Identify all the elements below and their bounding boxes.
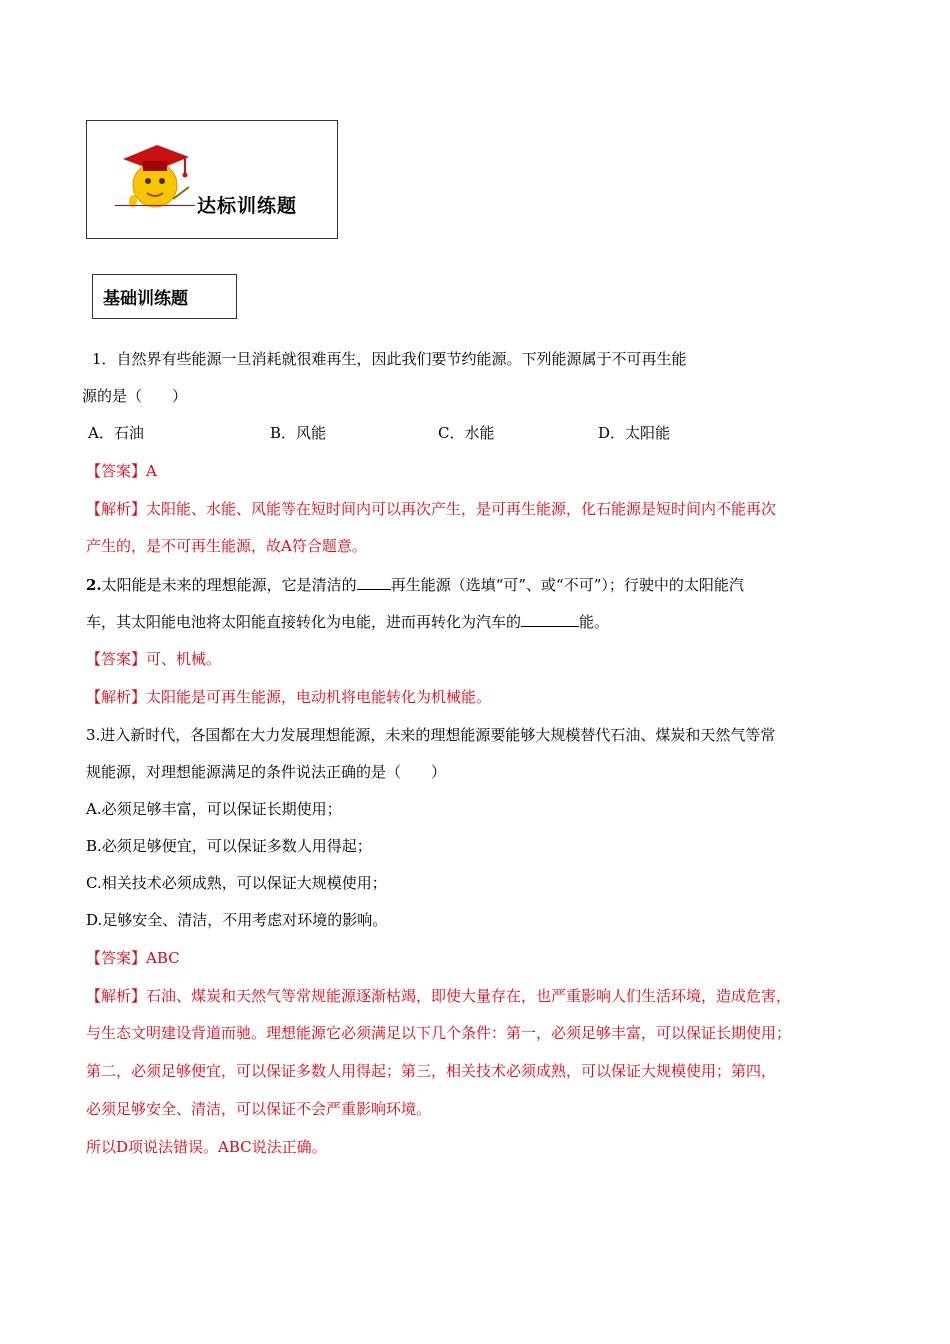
answer-tag: 【答案】 (86, 462, 147, 480)
answer-value: 可、机械。 (146, 650, 222, 668)
q1-stem-line1: 1．自然界有些能源一旦消耗就很难再生，因此我们要节约能源。下列能源属于不可再生能 (92, 350, 687, 368)
section-header (92, 274, 237, 319)
graduate-mascot-icon (113, 135, 193, 215)
title-divider (115, 205, 195, 206)
title-banner (86, 120, 338, 239)
q3-answer (86, 947, 180, 968)
q2-stem-text: 能。 (579, 613, 610, 631)
q3-stem-line1: 3.进入新时代，各国都在大力发展理想能源，未来的理想能源要能够大规模替代石油、煤炭和天然气等常 (86, 726, 776, 744)
q2-stem-line1 (86, 574, 744, 595)
q1-option-c: C．水能 (438, 424, 495, 442)
q2-stem-line2 (86, 611, 609, 632)
q3-option-b: B.必须足够便宜，可以保证多数人用得起； (86, 837, 372, 855)
answer-tag: 【答案】 (86, 650, 147, 668)
q2-blank-1[interactable] (357, 575, 391, 590)
analysis-text: 石油、煤炭和天然气等常规能源逐渐枯竭，即使大量存在，也严重影响人们生活环境，造成危害， (146, 987, 792, 1005)
q1-option-a: A．石油 (88, 424, 144, 442)
q3-analysis-line5: 所以D项说法错误。ABC说法正确。 (86, 1138, 327, 1156)
section-title: 基础训练题 (103, 289, 188, 309)
q2-answer (86, 648, 221, 669)
q2-number: 2. (86, 576, 102, 594)
analysis-text: 太阳能、水能、风能等在短时间内可以再次产生，是可再生能源，化石能源是短时间内不能再次 (146, 500, 777, 518)
q1-analysis-line2: 产生的，是不可再生能源，故A符合题意。 (86, 537, 367, 555)
answer-value: ABC (146, 949, 180, 967)
q2-stem-text: 再生能源（选填“可”、或“不可”）；行驶中的太阳能汽 (390, 576, 744, 594)
q3-analysis-line4: 必须足够安全、清洁，可以保证不会严重影响环境。 (86, 1100, 432, 1118)
q1-stem-line2: 源的是（ ） (82, 387, 188, 405)
q3-stem-line2: 规能源，对理想能源满足的条件说法正确的是（ ） (86, 763, 447, 781)
q2-blank-2[interactable] (521, 612, 579, 627)
page-title: 达标训练题 (197, 195, 298, 217)
q2-stem-text: 车，其太阳能电池将太阳能直接转化为电能，进而再转化为汽车的 (86, 613, 522, 631)
analysis-tag: 【解析】 (86, 500, 147, 518)
q3-analysis-line3: 第二，必须足够便宜，可以保证多数人用得起；第三，相关技术必须成熟，可以保证大规模使用；第四， (86, 1062, 777, 1080)
analysis-text: 太阳能是可再生能源，电动机将电能转化为机械能。 (146, 688, 492, 706)
q3-analysis-line1 (86, 985, 791, 1006)
q2-stem-text: 太阳能是未来的理想能源，它是清洁的 (101, 576, 357, 594)
q3-option-d: D.足够安全、清洁，不用考虑对环境的影响。 (86, 911, 388, 929)
q1-option-b: B．风能 (270, 424, 327, 442)
analysis-tag: 【解析】 (86, 688, 147, 706)
q2-analysis (86, 686, 491, 707)
q3-option-c: C.相关技术必须成熟，可以保证大规模使用； (86, 874, 387, 892)
q1-option-d: D．太阳能 (598, 424, 671, 442)
q1-answer (86, 460, 157, 481)
analysis-tag: 【解析】 (86, 987, 147, 1005)
q3-option-a: A.必须足够丰富，可以保证长期使用； (86, 800, 342, 818)
q1-analysis-line1 (86, 498, 776, 519)
answer-value: A (146, 462, 157, 480)
answer-tag: 【答案】 (86, 949, 147, 967)
q3-analysis-line2: 与生态文明建设背道而驰。理想能源它必须满足以下几个条件：第一，必须足够丰富，可以保证长期使用； (86, 1024, 792, 1042)
